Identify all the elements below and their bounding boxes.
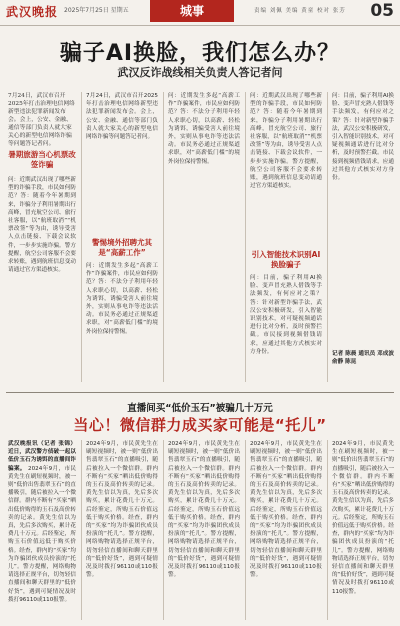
column-divider [81,440,82,620]
article2-lead [8,440,76,620]
page-number: 05 [370,1,394,21]
editor-credits: 责编 刘佩 美编 黄童 校对 张芳 [254,8,346,14]
section-body-1: 问：近期武汉出现了哪些新型的诈骗手段，市民如何防范？答：随着今年暑期到来，诈骗分子利用暑期出行高峰，冒充航空公司、旅行社客服，以“航班取消”“机票改签”等为由，诱导受害人点击链接、下载会议软件，一步步实施诈骗。警方提醒，航空公司客服不会要求转账，遇到航班信息变动请通过官方渠道核实。 [8,177,76,274]
section-body-3: 问：目前，骗子利用AI换脸、变声冒充熟人借钱等手法频发，有何应对之策？答：针对新型诈骗手法，武汉公安积极研发，引入智能识别技术，对可疑视频通话进行比对分析，及时预警拦截。市民接到视频借钱请求，应通过其他方式核实对方身份。 [250,275,322,355]
column-divider [163,440,164,620]
section-title-3: 引入智能技术识别AI换脸骗子 [251,250,321,269]
article2-lead-text: 武汉晚报讯（记者 张锦）近日，武汉警方侦破一起以低价玉石为诱饵的直播间诈骗案。 [8,441,76,472]
section-body-2: 问：近期发生多起“高薪工作”诈骗案件，市民应如何防范？答：不法分子利用年轻人求职心切，以高薪、轻松为诱饵，诱骗受害人前往境外，实则从事电诈等违法活动。市民务必通过正规渠道求职，对“高薪低门槛”的境外岗位保持警惕。 [86,263,158,335]
section-body-2-continued: 问：近期发生多起“高薪工作”诈骗案件，市民应如何防范？答：不法分子利用年轻人求职心切，以高薪、轻松为诱饵，诱骗受害人前往境外，实则从事电诈等违法活动。市民务必通过正规渠道求职，对“高薪低门槛”的境外岗位保持警惕。 [168,93,240,165]
column-divider [81,92,82,382]
article-separator [6,392,394,393]
section-body-1-continued: 7月24日，武汉市召开2025年打击治理电信网络新型违法犯罪新闻发布会。会上，公安、金融、通信等部门负责人就大家关心的新型电信网络诈骗等问题答记者问。 [86,93,158,141]
article2-body-col5: 2024年9月，市民黄先生在刷短视频时，被一则“低价出售翡翠玉石”的直播吸引，随后被拉入一个微信群。群内不断有“买家”晒出低价购得的玉石及高价转卖的记录。黄先生信以为真，先后多次购买，累计花费几十万元。后经鉴定，所购玉石价值远低于购买价格。经查，群内的“买家”均为诈骗团伙成员扮演的“托儿”。警方提醒，网络购物请选择正规平台，切勿轻信直播间和聊天群里的“低价好货”，遇到可疑情况及时拨打96110或110报警。 [332,441,394,595]
column-divider [245,92,246,382]
column-divider [163,92,164,382]
column-divider [327,92,328,382]
article1-byline: 记者 陈晨 通讯员 邓成波 俞静 陈昆 [332,351,394,366]
column-divider [327,440,328,620]
section-title-1: 暑期旅游当心机票改签诈骗 [8,150,76,169]
masthead [0,0,400,26]
article1-subheadline: 武汉反诈战线相关负责人答记者问 [117,66,283,79]
article1-headline: 骗子AI换脸，我们怎么办？ [59,41,341,66]
article2-body-col4: 2024年9月，市民黄先生在刷短视频时，被一则“低价出售翡翠玉石”的直播吸引，随后被拉入一个微信群。群内不断有“买家”晒出低价购得的玉石及高价转卖的记录。黄先生信以为真，先后多次购买，累计花费几十万元。后经鉴定，所购玉石价值远低于购买价格。经查，群内的“买家”均为诈骗团伙成员扮演的“托儿”。警方提醒，网络购物请选择正规平台，切勿轻信直播间和聊天群里的“低价好货”，遇到可疑情况及时拨打96110或110报警。 [250,441,322,579]
article2-kicker: 直播间买“低价玉石”被骗几十万元 [127,403,273,414]
column-divider [245,440,246,620]
article2-body-col2: 2024年9月，市民黄先生在刷短视频时，被一则“低价出售翡翠玉石”的直播吸引，随后被拉入一个微信群。群内不断有“买家”晒出低价购得的玉石及高价转卖的记录。黄先生信以为真，先后多次购买，累计花费几十万元。后经鉴定，所购玉石价值远低于购买价格。经查，群内的“买家”均为诈骗团伙成员扮演的“托儿”。警方提醒，网络购物请选择正规平台，切勿轻信直播间和聊天群里的“低价好货”，遇到可疑情况及时拨打96110或110报警。 [86,441,158,579]
section-title-2: 警惕境外招聘尤其是“高薪工作” [92,238,152,257]
section-label: 城事 [150,0,234,22]
section-body-3-continued: 问：目前，骗子利用AI换脸、变声冒充熟人借钱等手法频发，有何应对之策？答：针对新型诈骗手法，武汉公安积极研发，引入智能识别技术，对可疑视频通话进行比对分析，及时预警拦截。市民接到视频借钱请求，应通过其他方式核实对方身份。 [332,93,394,182]
article2-body-start: 2024年9月，市民黄先生在刷短视频时，被一则“低价出售翡翠玉石”的直播吸引，随后被拉入一个微信群。群内不断有“买家”晒出低价购得的玉石及高价转卖的记录。黄先生信以为真，先后多次购买，累计花费几十万元。后经鉴定，所购玉石价值远低于购买价格。经查，群内的“买家”均为诈骗团伙成员扮演的“托儿”。警方提醒，网络购物请选择正规平台，切勿轻信直播间和聊天群里的“低价好货”，遇到可疑情况及时拨打96110或110报警。 [8,465,76,603]
article1-lead: 7月24日，武汉市召开2025年打击治理电信网络新型违法犯罪新闻发布会。会上，公安、金融、通信等部门负责人就大家关心的新型电信网络诈骗等问题答记者问。 [8,93,75,147]
article2-headline: 当心！微信群力成买家可能是“托儿” [73,416,327,434]
article2-body-col3: 2024年9月，市民黄先生在刷短视频时，被一则“低价出售翡翠玉石”的直播吸引，随后被拉入一个微信群。群内不断有“买家”晒出低价购得的玉石及高价转卖的记录。黄先生信以为真，先后多次购买，累计花费几十万元。后经鉴定，所购玉石价值远低于购买价格。经查，群内的“买家”均为诈骗团伙成员扮演的“托儿”。警方提醒，网络购物请选择正规平台，切勿轻信直播间和聊天群里的“低价好货”，遇到可疑情况及时拨打96110或110报警。 [168,441,240,579]
newspaper-logo: 武汉晚报 [6,5,59,19]
section-body-2-end: 问：近期武汉出现了哪些新型的诈骗手段，市民如何防范？答：随着今年暑期到来，诈骗分子利用暑期出行高峰，冒充航空公司、旅行社客服，以“航班取消”“机票改签”等为由，诱导受害人点击链接、下载会议软件，一步步实施诈骗。警方提醒，航空公司客服不会要求转账，遇到航班信息变动请通过官方渠道核实。 [250,93,322,190]
issue-date: 2025年7月25日 星期五 [64,7,129,14]
